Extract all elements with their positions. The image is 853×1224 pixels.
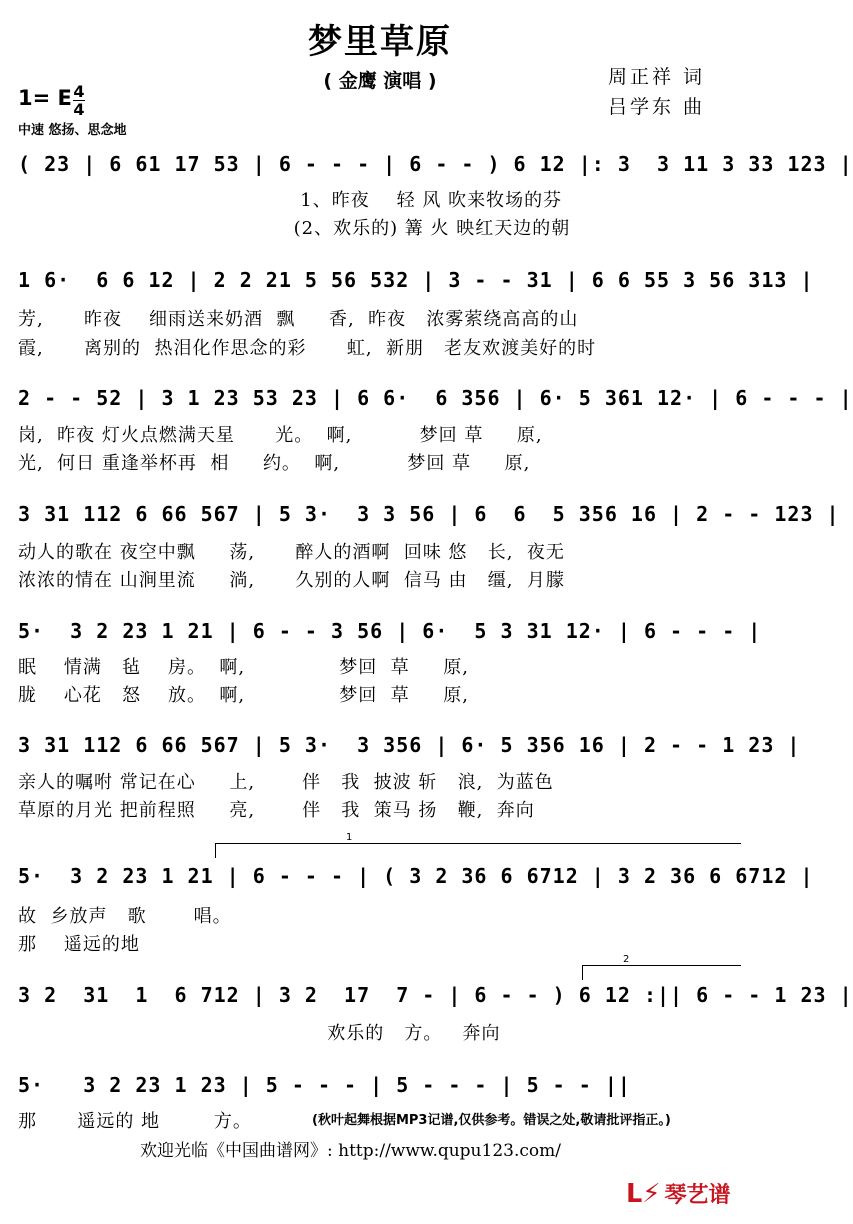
composer-credit: 吕学东 曲	[608, 96, 706, 118]
second-ending-bracket	[582, 954, 741, 980]
lyric-line-7a: 故 乡放声 歌 唱。	[18, 906, 232, 927]
lyric-line-7b: 那 遥远的地	[18, 934, 140, 955]
lyricist-credit: 周正祥 词	[608, 66, 706, 88]
first-ending-bracket	[215, 832, 741, 858]
score-line-9: 5· 3 2 23 1 23 | 5 - - - | 5 - - - | 5 - - ||	[18, 1073, 631, 1097]
lyric-line-3b: 光, 何日 重逢举杯再 相 约。 啊, 梦回 草 原,	[18, 453, 531, 474]
score-line-8: 3 2 31 1 6 712 | 3 2 17 7 - | 6 - - ) 6 12 :|| 6 - - 1 23 |	[18, 983, 853, 1007]
footer-website: 欢迎光临《中国曲谱网》: http://www.qupu123.com/	[140, 1141, 561, 1161]
lyric-line-6a: 亲人的嘱咐 常记在心 上, 伴 我 披波 斩 浪, 为蓝色	[18, 772, 554, 793]
score-line-3: 2 - - 52 | 3 1 23 53 23 | 6 6· 6 356 | 6· 5 361 12· | 6 - - - |	[18, 386, 853, 410]
score-line-6: 3 31 112 6 66 567 | 5 3· 3 356 | 6· 5 356 16 | 2 - - 1 23 |	[18, 733, 801, 757]
second-ending-number: 2	[623, 954, 630, 965]
score-line-7: 5· 3 2 23 1 21 | 6 - - - | ( 3 2 36 6 6712 | 3 2 36 6 6712 |	[18, 864, 814, 888]
time-signature-top: 4	[73, 82, 85, 101]
lyric-line-4a: 动人的歌在 夜空中飘 荡, 醉人的酒啊 回味 悠 长, 夜无	[18, 542, 565, 563]
score-line-5: 5· 3 2 23 1 21 | 6 - - 3 56 | 6· 5 3 31 12· | 6 - - - |	[18, 619, 762, 643]
lyric-line-2b: 霞, 离别的 热泪化作思念的彩 虹, 新朋 老友欢渡美好的时	[18, 338, 597, 359]
lyric-line-9a: 那 遥远的 地 方。	[18, 1111, 252, 1132]
transcription-note: (秋叶起舞根据MP3记谱,仅供参考。错误之处,敬请批评指正。)	[312, 1113, 671, 1128]
lyric-line-6b: 草原的月光 把前程照 亮, 伴 我 策马 扬 鞭, 奔向	[18, 800, 535, 821]
key-signature: 1= E	[18, 86, 72, 110]
logo-text: 琴艺谱	[664, 1183, 731, 1208]
site-logo	[626, 1178, 731, 1209]
lyric-line-1b: (2、欢乐的) 篝 火 映红天边的朝	[18, 218, 571, 239]
time-signature-bottom: 4	[73, 100, 85, 119]
logo-mark-icon: ᒪ⚡	[626, 1179, 661, 1209]
lyric-line-8a: 欢乐的 方。 奔向	[18, 1023, 501, 1044]
first-ending-number: 1	[346, 832, 353, 843]
score-line-4: 3 31 112 6 66 567 | 5 3· 3 3 56 | 6 6 5 356 16 | 2 - - 123 |	[18, 502, 840, 526]
lyric-line-2a: 芳, 昨夜 细雨送来奶酒 飘 香, 昨夜 浓雾萦绕高高的山	[18, 309, 579, 330]
lyric-line-3a: 岗, 昨夜 灯火点燃满天星 光。 啊, 梦回 草 原,	[18, 425, 543, 446]
lyric-line-5a: 眠 情满 毡 房。 啊, 梦回 草 原,	[18, 657, 469, 678]
performer-subtitle: ( 金鹰 演唱 )	[323, 70, 437, 92]
time-signature	[72, 84, 86, 117]
tempo-marking: 中速 悠扬、思念地	[18, 123, 127, 138]
song-title: 梦里草原	[308, 22, 452, 62]
score-line-1: ( 23 | 6 61 17 53 | 6 - - - | 6 - - ) 6 12 |: 3 3 11 3 33 123 |	[18, 152, 853, 176]
lyric-line-5b: 胧 心花 怒 放。 啊, 梦回 草 原,	[18, 685, 469, 706]
lyric-line-4b: 浓浓的情在 山涧里流 淌, 久别的人啊 信马 由 缰, 月朦	[18, 570, 565, 591]
lyric-line-1a: 1、昨夜 轻 风 吹来牧场的芬	[18, 190, 563, 211]
score-line-2: 1 6· 6 6 12 | 2 2 21 5 56 532 | 3 - - 31 | 6 6 55 3 56 313 |	[18, 268, 814, 292]
